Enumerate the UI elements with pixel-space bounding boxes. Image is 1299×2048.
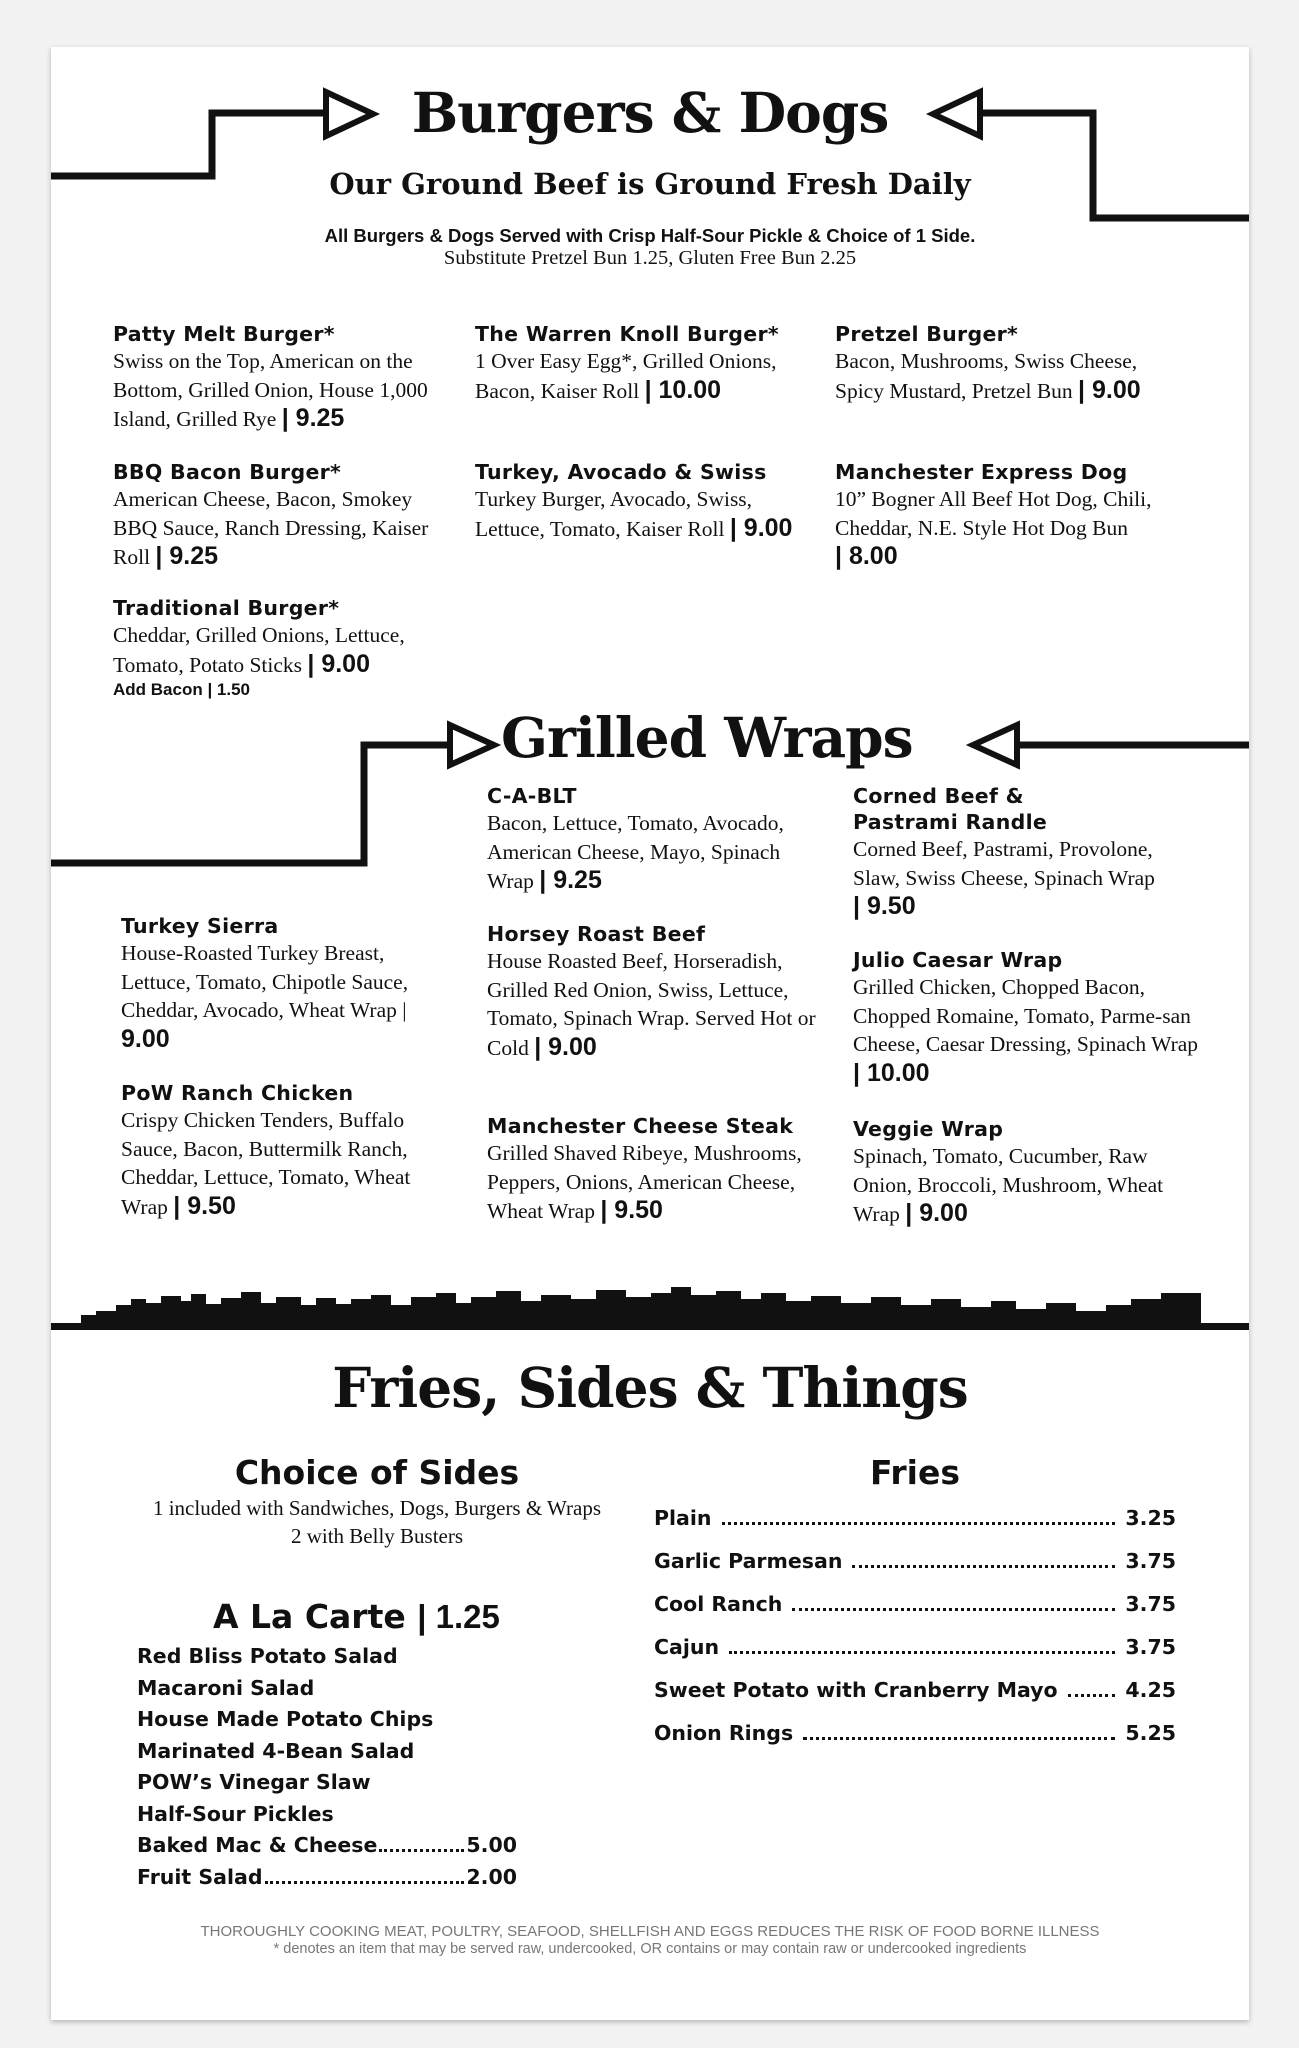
menu-item bbox=[835, 321, 1175, 405]
item-description: Swiss on the Top, American on the Bottom, Grilled Onion, House 1,000 Island, Grilled Rye bbox=[113, 349, 428, 431]
dot-leader bbox=[852, 1565, 1115, 1568]
fry-price: 3.75 bbox=[1125, 1592, 1176, 1616]
item-name: Patty Melt Burger* bbox=[113, 322, 335, 346]
wraps-arrow-left-head bbox=[973, 725, 1017, 765]
item-description: Corned Beef, Pastrami, Provolone, Slaw, Swiss Cheese, Spinach Wrap bbox=[853, 837, 1155, 890]
alacarte-title: A La Carte bbox=[213, 1597, 406, 1636]
list-item bbox=[654, 1721, 1176, 1751]
item-description: Crispy Chicken Tenders, Buffalo Sauce, Bacon, Buttermilk Ranch, Cheddar, Lettuce, Tomato, Wheat Wrap bbox=[121, 1108, 411, 1219]
menu-item bbox=[121, 913, 451, 1054]
item-name: Turkey, Avocado & Swiss bbox=[475, 460, 767, 484]
list-item: Red Bliss Potato Salad bbox=[137, 1644, 398, 1668]
fry-price: 4.25 bbox=[1125, 1678, 1176, 1702]
item-description: House-Roasted Turkey Breast, Lettuce, Tomato, Chipotle Sauce, Cheddar, Avocado, Wheat Wrap | bbox=[121, 941, 409, 1022]
burgers-substitute: Substitute Pretzel Bun 1.25, Gluten Free Bun 2.25 bbox=[443, 247, 857, 269]
item-description: Cheddar, Grilled Onions, Lettuce, Tomato, Potato Sticks bbox=[113, 623, 405, 677]
dot-leader bbox=[729, 1651, 1115, 1654]
burgers-note: All Burgers & Dogs Served with Crisp Half-Sour Pickle & Choice of 1 Side. bbox=[324, 225, 976, 246]
item-name: Horsey Roast Beef bbox=[487, 922, 706, 946]
fry-price: 5.25 bbox=[1125, 1721, 1176, 1745]
item-price: | 9.00 bbox=[534, 1032, 597, 1061]
item-description: Grilled Shaved Ribeye, Mushrooms, Peppers, Onions, American Cheese, Wheat Wrap bbox=[487, 1141, 802, 1223]
dot-leader bbox=[265, 1881, 465, 1884]
wraps-arrow-left-line bbox=[51, 745, 451, 863]
fry-price: 3.75 bbox=[1125, 1635, 1176, 1659]
alacarte-price: | 1.25 bbox=[417, 1598, 500, 1635]
item-name: Corned Beef & Pastrami Randle bbox=[853, 784, 1048, 834]
list-item bbox=[137, 1862, 517, 1894]
item-name: C-A-BLT bbox=[487, 784, 577, 808]
item-price: | 9.00 bbox=[307, 649, 370, 678]
list-item bbox=[654, 1549, 1176, 1579]
item-name: Manchester Cheese Steak bbox=[487, 1114, 794, 1138]
list-item: Half-Sour Pickles bbox=[137, 1801, 334, 1826]
menu-item bbox=[835, 459, 1175, 572]
item-description: 10” Bogner All Beef Hot Dog, Chili, Cheddar, N.E. Style Hot Dog Bun bbox=[835, 487, 1152, 540]
item-addon: Add Bacon | 1.50 bbox=[113, 680, 251, 699]
menu-page bbox=[51, 47, 1249, 2020]
item-price: | 9.00 bbox=[905, 1199, 968, 1227]
dot-leader bbox=[379, 1849, 464, 1852]
choice-of-sides-line1: 1 included with Sandwiches, Dogs, Burgers & Wraps bbox=[152, 1496, 602, 1520]
menu-item bbox=[487, 783, 827, 896]
choice-of-sides-line2: 2 with Belly Busters bbox=[290, 1524, 464, 1548]
menu-item bbox=[475, 321, 810, 405]
item-price: | 9.25 bbox=[539, 866, 602, 894]
list-item: Marinated 4-Bean Salad bbox=[137, 1738, 415, 1763]
alacarte-list bbox=[137, 1641, 517, 1893]
list-item bbox=[654, 1506, 1176, 1536]
menu-item bbox=[487, 921, 827, 1062]
section-title-wraps: Grilled Wraps bbox=[501, 705, 913, 770]
fries-title: Fries bbox=[869, 1453, 961, 1492]
item-price: | 8.00 bbox=[835, 542, 898, 570]
item-price: | 10.00 bbox=[853, 1058, 930, 1087]
item-name: PoW Ranch Chicken bbox=[121, 1081, 354, 1105]
item-price: | 9.50 bbox=[173, 1191, 236, 1220]
list-item bbox=[654, 1678, 1176, 1708]
dot-leader bbox=[792, 1608, 1115, 1611]
item-description: Turkey Burger, Avocado, Swiss, Lettuce, Tomato, Kaiser Roll bbox=[475, 487, 753, 541]
item-price: | 9.25 bbox=[155, 542, 219, 570]
list-item bbox=[654, 1635, 1176, 1665]
list-item: Macaroni Salad bbox=[137, 1675, 315, 1700]
item-description: Bacon, Mushrooms, Swiss Cheese, Spicy Mustard, Pretzel Bun bbox=[835, 349, 1138, 403]
item-description: Bacon, Lettuce, Tomato, Avocado, American Cheese, Mayo, Spinach Wrap bbox=[487, 811, 784, 893]
item-description: 1 Over Easy Egg*, Grilled Onions, Bacon, Kaiser Roll bbox=[475, 349, 777, 403]
menu-item bbox=[853, 783, 1203, 921]
choice-of-sides-title: Choice of Sides bbox=[234, 1453, 520, 1492]
item-name: BBQ Bacon Burger* bbox=[113, 460, 342, 484]
list-item: POW’s Vinegar Slaw bbox=[137, 1770, 371, 1794]
item-name: Turkey Sierra bbox=[121, 914, 279, 938]
fry-name: Cajun bbox=[654, 1635, 720, 1659]
menu-item bbox=[853, 947, 1203, 1088]
fry-price: 3.25 bbox=[1125, 1506, 1176, 1530]
item-name: Veggie Wrap bbox=[853, 1117, 1004, 1141]
item-price: | 10.00 bbox=[644, 375, 722, 404]
menu-item bbox=[475, 459, 810, 543]
item-price: 9.00 bbox=[121, 1024, 170, 1053]
section-title-burgers: Burgers & Dogs bbox=[411, 80, 889, 145]
menu-item bbox=[113, 459, 448, 572]
item-name: Julio Caesar Wrap bbox=[853, 948, 1063, 972]
menu-item bbox=[487, 1113, 827, 1226]
menu-item bbox=[121, 1080, 451, 1221]
item-description: Grilled Chicken, Chopped Bacon, Chopped Romaine, Tomato, Parme-san Cheese, Caesar Dressing, Spinach Wrap bbox=[853, 975, 1199, 1056]
side-name: Baked Mac & Cheese bbox=[137, 1833, 378, 1857]
dot-leader bbox=[1068, 1694, 1116, 1697]
fry-name: Cool Ranch bbox=[654, 1592, 783, 1616]
item-price: | 9.50 bbox=[853, 892, 916, 920]
food-safety-warning: THOROUGHLY COOKING MEAT, POULTRY, SEAFOOD, SHELLFISH AND EGGS REDUCES THE RISK OF FOOD BORNE ILLNESS bbox=[200, 1923, 1100, 1940]
list-item bbox=[654, 1592, 1176, 1622]
item-price: | 9.25 bbox=[281, 404, 345, 432]
fry-price: 3.75 bbox=[1125, 1549, 1176, 1573]
burgers-tagline: Our Ground Beef is Ground Fresh Daily bbox=[329, 167, 971, 201]
city-skyline bbox=[51, 1287, 1249, 1330]
item-price: | 9.00 bbox=[1078, 375, 1141, 404]
section-title-sides: Fries, Sides & Things bbox=[332, 1355, 968, 1420]
item-description: Spinach, Tomato, Cucumber, Raw Onion, Broccoli, Mushroom, Wheat Wrap bbox=[853, 1144, 1164, 1226]
item-description: House Roasted Beef, Horseradish, Grilled Red Onion, Swiss, Lettuce, Tomato, Spinach Wrap. Served Hot or Cold bbox=[487, 949, 816, 1060]
dot-leader bbox=[803, 1737, 1115, 1740]
menu-item bbox=[113, 595, 448, 701]
dot-leader bbox=[722, 1522, 1116, 1525]
fry-name: Sweet Potato with Cranberry Mayo bbox=[654, 1678, 1058, 1702]
item-name: The Warren Knoll Burger* bbox=[475, 322, 779, 346]
item-name: Manchester Express Dog bbox=[835, 460, 1128, 484]
item-price: | 9.00 bbox=[729, 513, 793, 542]
raw-food-disclaimer: * denotes an item that may be served raw, undercooked, OR contains or may contain raw or undercooked ingredients bbox=[273, 1941, 1027, 1957]
menu-item bbox=[853, 1116, 1203, 1229]
item-price: | 9.50 bbox=[600, 1196, 663, 1224]
wraps-arrow-right-head bbox=[450, 725, 494, 765]
side-price: 2.00 bbox=[466, 1864, 517, 1889]
menu-item bbox=[113, 321, 448, 434]
fry-name: Onion Rings bbox=[654, 1721, 794, 1745]
list-item bbox=[137, 1830, 517, 1862]
side-name: Fruit Salad bbox=[137, 1864, 263, 1889]
fry-name: Plain bbox=[654, 1506, 712, 1530]
side-price: 5.00 bbox=[466, 1833, 517, 1857]
alacarte-heading bbox=[213, 1597, 500, 1636]
list-item: House Made Potato Chips bbox=[137, 1707, 434, 1731]
fry-name: Garlic Parmesan bbox=[654, 1549, 843, 1573]
item-name: Traditional Burger* bbox=[113, 596, 340, 620]
item-name: Pretzel Burger* bbox=[835, 322, 1019, 346]
item-description: American Cheese, Bacon, Smokey BBQ Sauce, Ranch Dressing, Kaiser Roll bbox=[113, 487, 429, 569]
